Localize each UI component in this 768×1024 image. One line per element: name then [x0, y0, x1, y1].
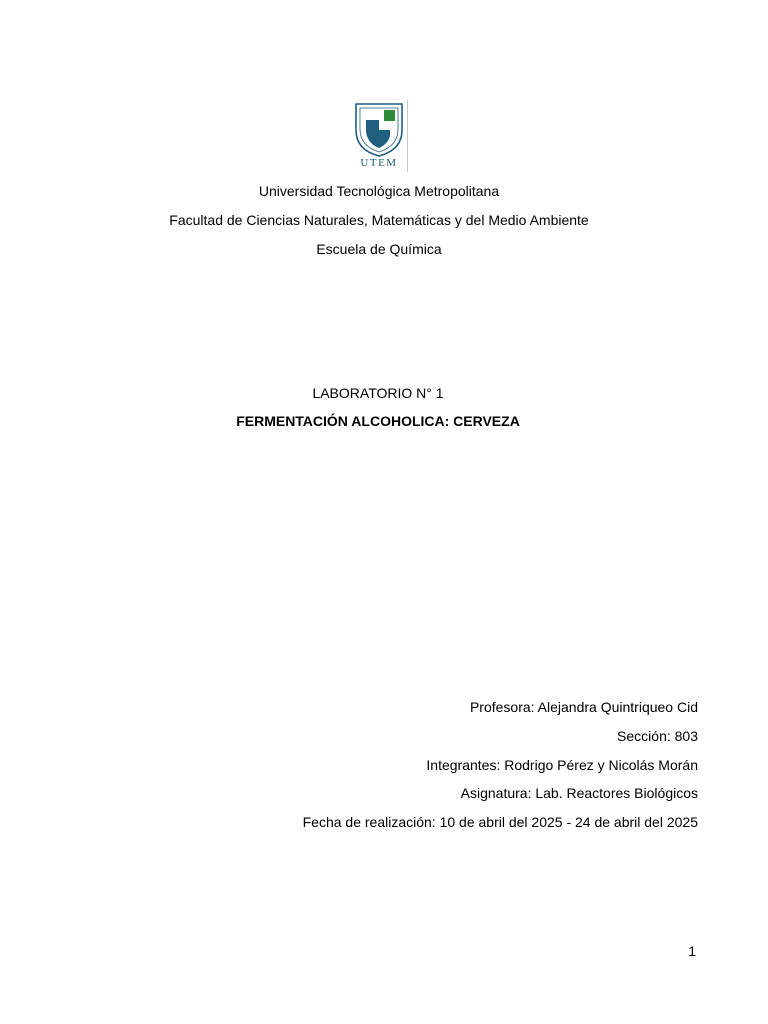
course-line: Asignatura: Lab. Reactores Biológicos — [460, 785, 698, 801]
report-title: FERMENTACIÓN ALCOHOLICA: CERVEZA — [236, 413, 520, 429]
date-line: Fecha de realización: 10 de abril del 2025 - 24 de abril del 2025 — [302, 814, 698, 830]
page-number: 1 — [688, 943, 696, 959]
university-name: Universidad Tecnológica Metropolitana — [258, 183, 500, 199]
lab-number: LABORATORIO N° 1 — [312, 385, 444, 401]
utem-shield-icon — [348, 100, 410, 158]
school-name: Escuela de Química — [316, 241, 442, 257]
professor-line: Profesora: Alejandra Quintriqueo Cid — [469, 699, 698, 715]
logo-divider — [407, 100, 408, 172]
members-line: Integrantes: Rodrigo Pérez y Nicolás Morán — [426, 757, 698, 773]
faculty-name: Facultad de Ciencias Naturales, Matemáticas y del Medio Ambiente — [169, 212, 589, 228]
section-line: Sección: 803 — [617, 728, 698, 744]
utem-logo-text: UTEM — [360, 157, 398, 169]
